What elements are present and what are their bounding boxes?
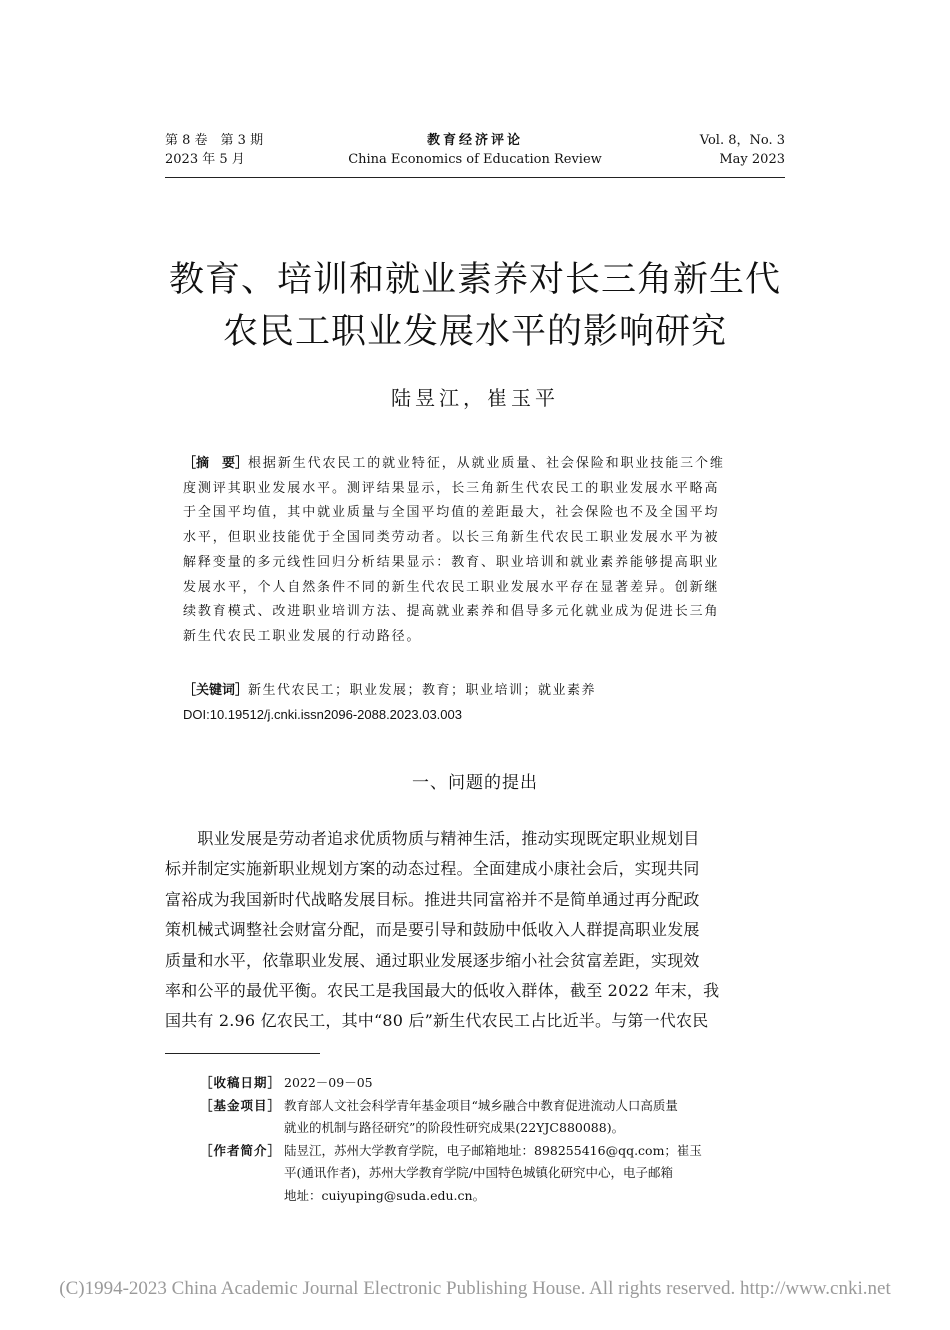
received-label: ［收稿日期］ [200, 1075, 282, 1090]
body-line: 职业发展是劳动者追求优质物质与精神生活，推动实现既定职业规划目 [165, 829, 700, 848]
running-header [165, 131, 785, 178]
author-bio-line: 平(通讯作者)，苏州大学教育学院/中国特色城镇化研究中心，电子邮箱 [284, 1165, 673, 1180]
header-center [165, 131, 785, 169]
abstract-line: 水平，但职业技能优于全国同类劳动者。以长三角新生代农民工职业发展水平为被 [183, 530, 720, 546]
date-en: May 2023 [719, 152, 785, 167]
footnote-received [200, 1072, 790, 1095]
authors: 陆昱江，崔玉平 [391, 386, 559, 410]
journal-name-en: China Economics of Education Review [348, 152, 602, 167]
footnote-authors [200, 1140, 790, 1208]
abstract-line: 发展水平，个人自然条件不同的新生代农民工职业发展水平存在显著差异。创新继 [183, 579, 720, 595]
section-heading: 一、问题的提出 [412, 773, 538, 793]
body-paragraph [165, 824, 785, 1037]
abstract-line: 新生代农民工职业发展的行动路径。 [183, 628, 422, 644]
doi[interactable]: DOI:10.19512/j.cnki.issn2096-2088.2023.03.003 [183, 707, 462, 722]
received-date: 2022－09－05 [284, 1075, 373, 1090]
footnote-divider [165, 1053, 320, 1054]
body-line: 国共有 2.96 亿农民工，其中“80 后”新生代农民工占比近半。与第一代农民 [165, 1011, 709, 1031]
body-line: 率和公平的最优平衡。农民工是我国最大的低收入群体，截至 2022 年末，我 [165, 981, 720, 1001]
copyright-watermark: (C)1994-2023 China Academic Journal Electronic Publishing House. All rights reserved. http://www.cnki.net [59, 1278, 891, 1299]
keywords [183, 680, 596, 702]
journal-name-cn: 教育经济评论 [426, 133, 523, 148]
volume-en: Vol. 8，No. 3 [699, 133, 785, 148]
body-line: 标并制定实施新职业规划方案的动态过程。全面建成小康社会后，实现共同 [165, 859, 700, 879]
abstract-label: ［摘 要］ [183, 456, 249, 471]
keywords-text: 新生代农民工；职业发展；教育；职业培训；就业素养 [248, 683, 597, 698]
title-line-1: 教育、培训和就业素养对长三角新生代 [168, 260, 781, 300]
body-line: 策机械式调整社会财富分配，而是要引导和鼓励中低收入人群提高职业发展 [165, 920, 700, 940]
volume-issue: 第 8 卷 第 3 期 [165, 133, 264, 148]
body-line: 质量和水平，依靠职业发展、通过职业发展逐步缩小社会贫富差距，实现效 [165, 950, 700, 970]
date-cn: 2023 年 5 月 [165, 152, 245, 167]
paper-title [120, 254, 830, 358]
footnotes [200, 1072, 790, 1207]
abstract-line: 续教育模式、改进职业培训方法、提高就业素养和倡导多元化就业成为促进长三角 [183, 604, 720, 620]
fund-line: 教育部人文社会科学青年基金项目“城乡融合中教育促进流动人口高质量 [284, 1097, 678, 1113]
abstract-line: 度测评其职业发展水平。测评结果显示，长三角新生代农民工的职业发展水平略高 [183, 480, 720, 496]
fund-line: 就业的机制与路径研究”的阶段性研究成果(22YJC880088)。 [284, 1120, 625, 1135]
abstract [183, 452, 769, 650]
abstract-line: 于全国平均值，其中就业质量与全国平均值的差距最大，社会保险也不及全国平均 [183, 505, 720, 521]
footnote-fund [200, 1095, 790, 1140]
author-bio-label: ［作者简介］ [200, 1142, 282, 1158]
author-bio-line: 陆昱江，苏州大学教育学院，电子邮箱地址：898255416@qq.com；崔玉 [284, 1142, 702, 1158]
author-bio-line: 地址：cuiyuping@suda.edu.cn。 [284, 1187, 486, 1203]
keywords-label: ［关键词］ [183, 683, 249, 698]
fund-label: ［基金项目］ [200, 1097, 282, 1113]
abstract-line: ［摘 要］根据新生代农民工的就业特征，从就业质量、社会保险和职业技能三个维 [183, 456, 725, 471]
body-line: 富裕成为我国新时代战略发展目标。推进共同富裕并不是简单通过再分配政 [165, 889, 700, 909]
abstract-line: 解释变量的多元线性回归分析结果显示：教育、职业培训和就业素养能够提高职业 [183, 554, 720, 570]
title-line-2: 农民工职业发展水平的影响研究 [222, 312, 727, 352]
header-right [700, 131, 785, 169]
